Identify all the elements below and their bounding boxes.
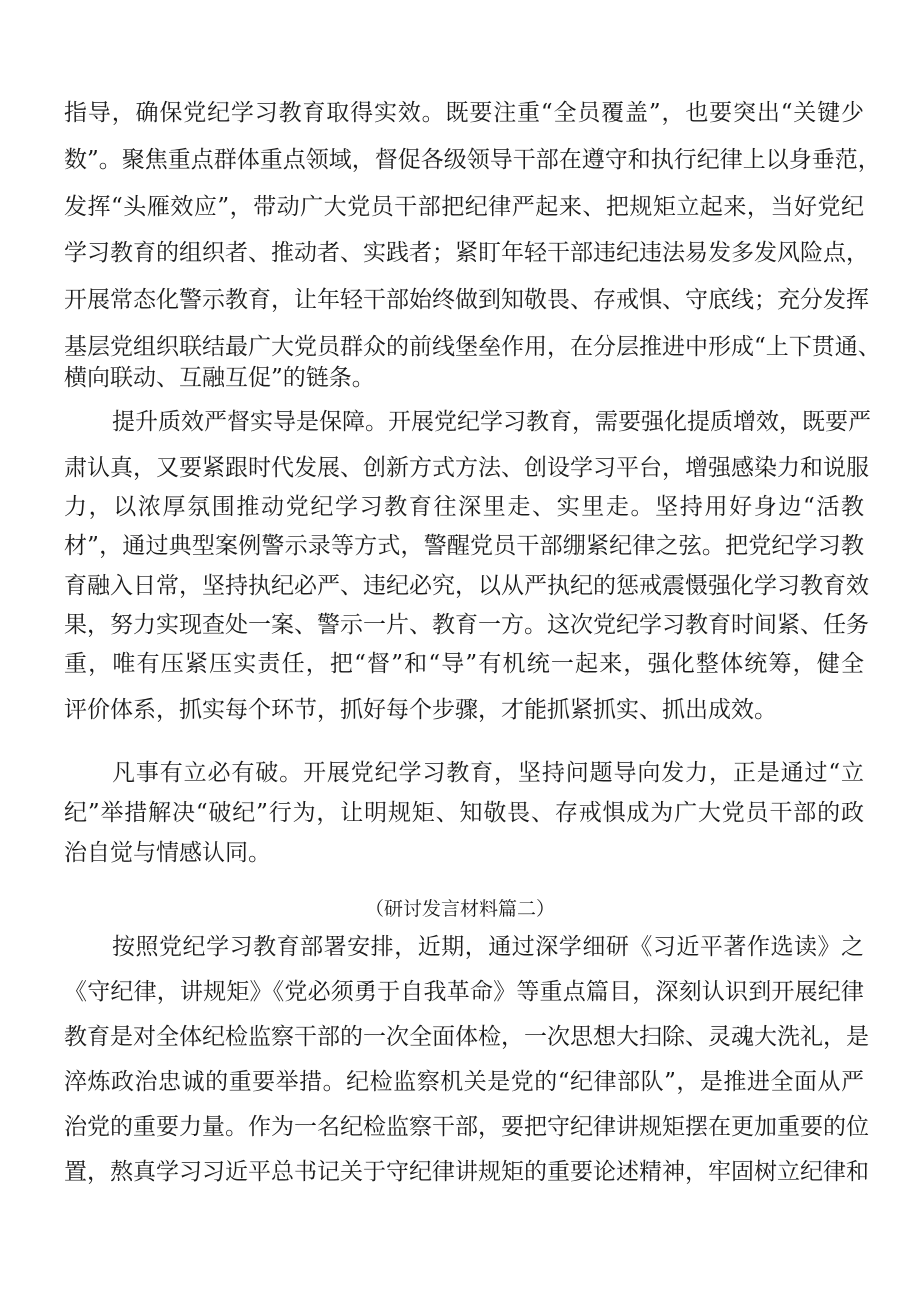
s2-line-6: 置，熬真学习习近平总书记关于守纪律讲规矩的重要论述精神，牢固树立纪律和	[64, 1159, 869, 1185]
p1-line-3: 发挥“头雁效应”，带动广大党员干部把纪律严起来、把规矩立起来，当好党纪	[64, 194, 864, 220]
s2-line-1: 按照党纪学习教育部署安排，近期，通过深学细研《习近平著作选读》之	[112, 934, 864, 960]
s2-line-2: 《守纪律，讲规矩》《党必须勇于自我革命》等重点篇目，深刻认识到开展纪律	[64, 979, 864, 1005]
p1-line-2: 数”。聚焦重点群体重点领域，督促各级领导干部在遵守和执行纪律上以身垂范，	[64, 147, 881, 173]
section-heading: （研讨发言材料篇二）	[364, 898, 555, 920]
s2-line-5: 治党的重要力量。作为一名纪检监察干部，要把守纪律讲规矩摆在更加重要的位	[64, 1114, 869, 1140]
p2-line-4: 材”，通过典型案例警示录等方式，警醒党员干部绷紧纪律之弦。把党纪学习教	[64, 533, 864, 559]
p3-line-3: 治自觉与情感认同。	[64, 840, 271, 866]
p1-line-7: 横向联动、互融互促”的链条。	[64, 365, 375, 391]
p1-line-4: 学习教育的组织者、推动者、实践者；紧盯年轻干部违纪违法易发多发风险点，	[64, 240, 869, 266]
p2-line-3: 力，以浓厚氛围推动党纪学习教育往深里走、实里走。坚持用好身边“活教	[64, 494, 864, 520]
p2-line-1: 提升质效严督实导是保障。开展党纪学习教育，需要强化提质增效，既要严	[112, 409, 871, 435]
s2-line-4: 淬炼政治忠诚的重要举措。纪检监察机关是党的“纪律部队”，是推进全面从严	[64, 1069, 864, 1095]
p2-line-2: 肃认真，又要紧跟时代发展、创新方式方法、创设学习平台，增强感染力和说服	[64, 455, 869, 481]
p1-line-1: 指导，确保党纪学习教育取得实效。既要注重“全员覆盖”，也要突出“关键少	[64, 100, 864, 126]
p2-line-5: 育融入日常，坚持执纪必严、违纪必究，以从严执纪的惩戒震慑强化学习教育效	[64, 573, 869, 599]
p2-line-7: 重，唯有压紧压实责任，把“督”和“导”有机统一起来，强化整体统筹，健全	[64, 651, 864, 677]
p3-line-2: 纪”举措解决“破纪”行为，让明规矩、知敬畏、存戒惧成为广大党员干部的政	[64, 800, 864, 826]
p2-line-8: 评价体系，抓实每个环节，抓好每个步骤，才能抓紧抓实、抓出成效。	[64, 697, 777, 723]
p2-line-6: 果，努力实现查处一案、警示一片、教育一方。这次党纪学习教育时间紧、任务	[64, 612, 869, 638]
p1-line-6: 基层党组织联结最广大党员群众的前线堡垒作用，在分层推进中形成“上下贯通、	[64, 334, 881, 360]
p3-line-1: 凡事有立必有破。开展党纪学习教育，坚持问题导向发力，正是通过“立	[112, 760, 864, 786]
s2-line-3: 教育是对全体纪检监察干部的一次全面体检，一次思想大扫除、灵魂大洗礼，是	[64, 1024, 869, 1050]
p1-line-5: 开展常态化警示教育，让年轻干部始终做到知敬畏、存戒惧、守底线；充分发挥	[64, 287, 869, 313]
